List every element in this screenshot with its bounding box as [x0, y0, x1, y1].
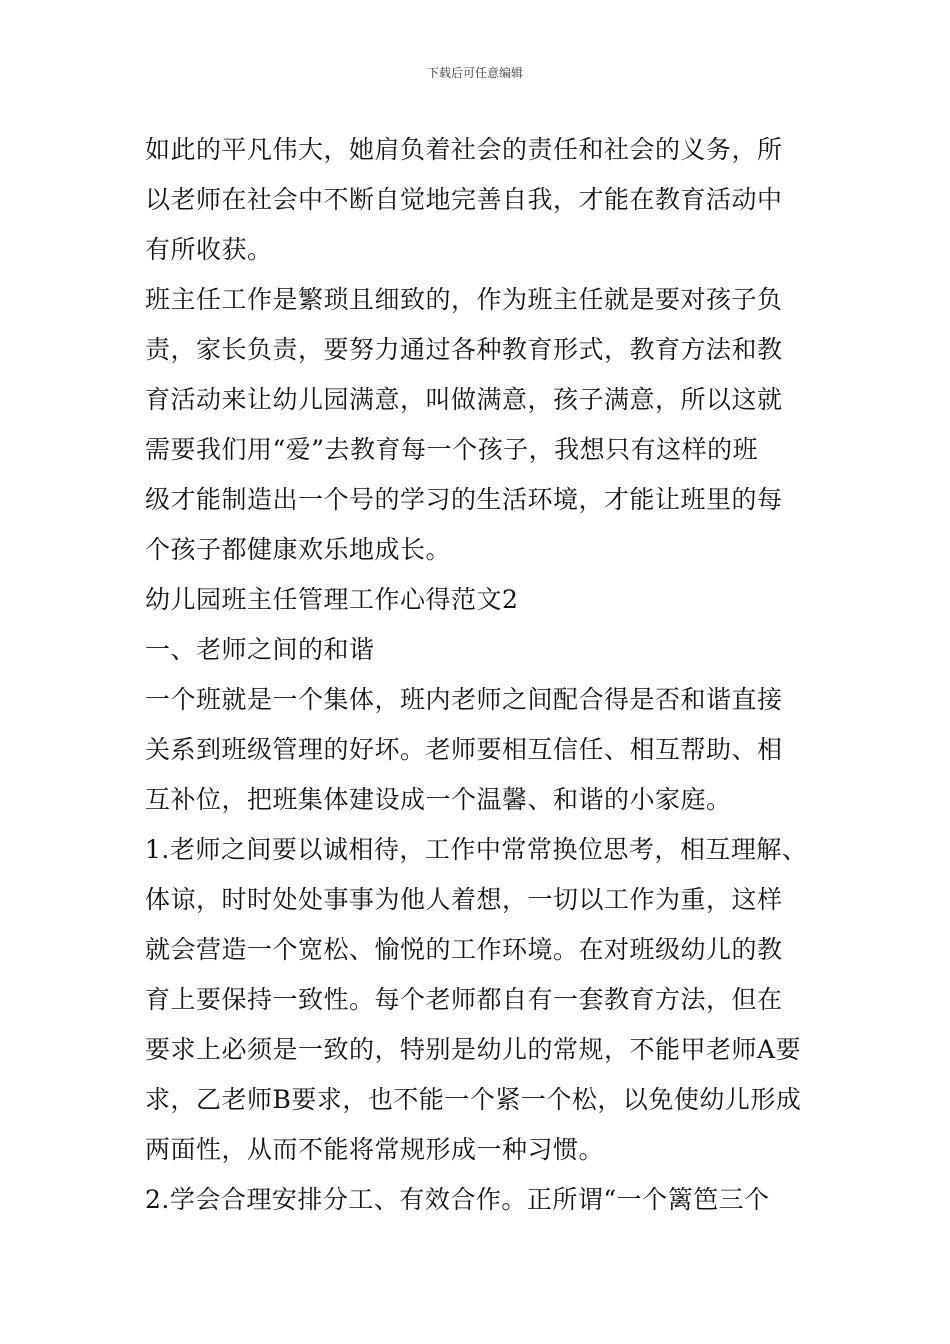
document-body [145, 125, 813, 1225]
text-line: 互补位，把班集体建设成一个温馨、和谐的小家庭。 [145, 785, 732, 814]
text-line: 以老师在社会中不断自觉地完善自我，才能在教育活动中 [145, 185, 783, 214]
subsection-heading: 一、老师之间的和谐 [145, 635, 375, 664]
text-line: 一个班就是一个集体，班内老师之间配合得是否和谐直接 [145, 685, 783, 714]
text-line: 求，乙老师B要求，也不能一个紧一个松，以免使幼儿形成 [145, 1085, 802, 1114]
text-line: 就会营造一个宽松、愉悦的工作环境。在对班级幼儿的教 [145, 935, 783, 964]
text-line: 如此的平凡伟大，她肩负着社会的责任和社会的义务，所 [145, 135, 783, 164]
text-line: 关系到班级管理的好坏。老师要相互信任、相互帮助、相 [145, 735, 783, 764]
text-line: 个孩子都健康欢乐地成长。 [145, 535, 452, 564]
text-line: 育上要保持一致性。每个老师都自有一套教育方法，但在 [145, 985, 783, 1014]
text-line: 责，家长负责，要努力通过各种教育形式，教育方法和教 [145, 335, 783, 364]
text-line: 要求上必须是一致的，特别是幼儿的常规，不能甲老师A要 [145, 1035, 802, 1064]
text-line: 需要我们用“爱”去教育每一个孩子，我想只有这样的班 [145, 435, 759, 464]
page-header: 下载后可任意编辑 [426, 66, 523, 80]
section-title: 幼儿园班主任管理工作心得范文2 [145, 585, 519, 614]
text-line: 有所收获。 [145, 235, 273, 264]
text-line: 级才能制造出一个号的学习的生活环境，才能让班里的每 [145, 485, 783, 514]
text-line: 1.老师之间要以诚相待，工作中常常换位思考，相互理解、 [145, 835, 808, 864]
text-line: 两面性，从而不能将常规形成一种习惯。 [145, 1135, 605, 1164]
text-line: 班主任工作是繁琐且细致的，作为班主任就是要对孩子负 [145, 285, 783, 314]
text-line: 体谅，时时处处事事为他人着想，一切以工作为重，这样 [145, 885, 783, 914]
text-line: 育活动来让幼儿园满意，叫做满意，孩子满意，所以这就 [145, 385, 783, 414]
text-line: 2.学会合理安排分工、有效合作。正所谓“一个篱笆三个 [145, 1185, 770, 1214]
